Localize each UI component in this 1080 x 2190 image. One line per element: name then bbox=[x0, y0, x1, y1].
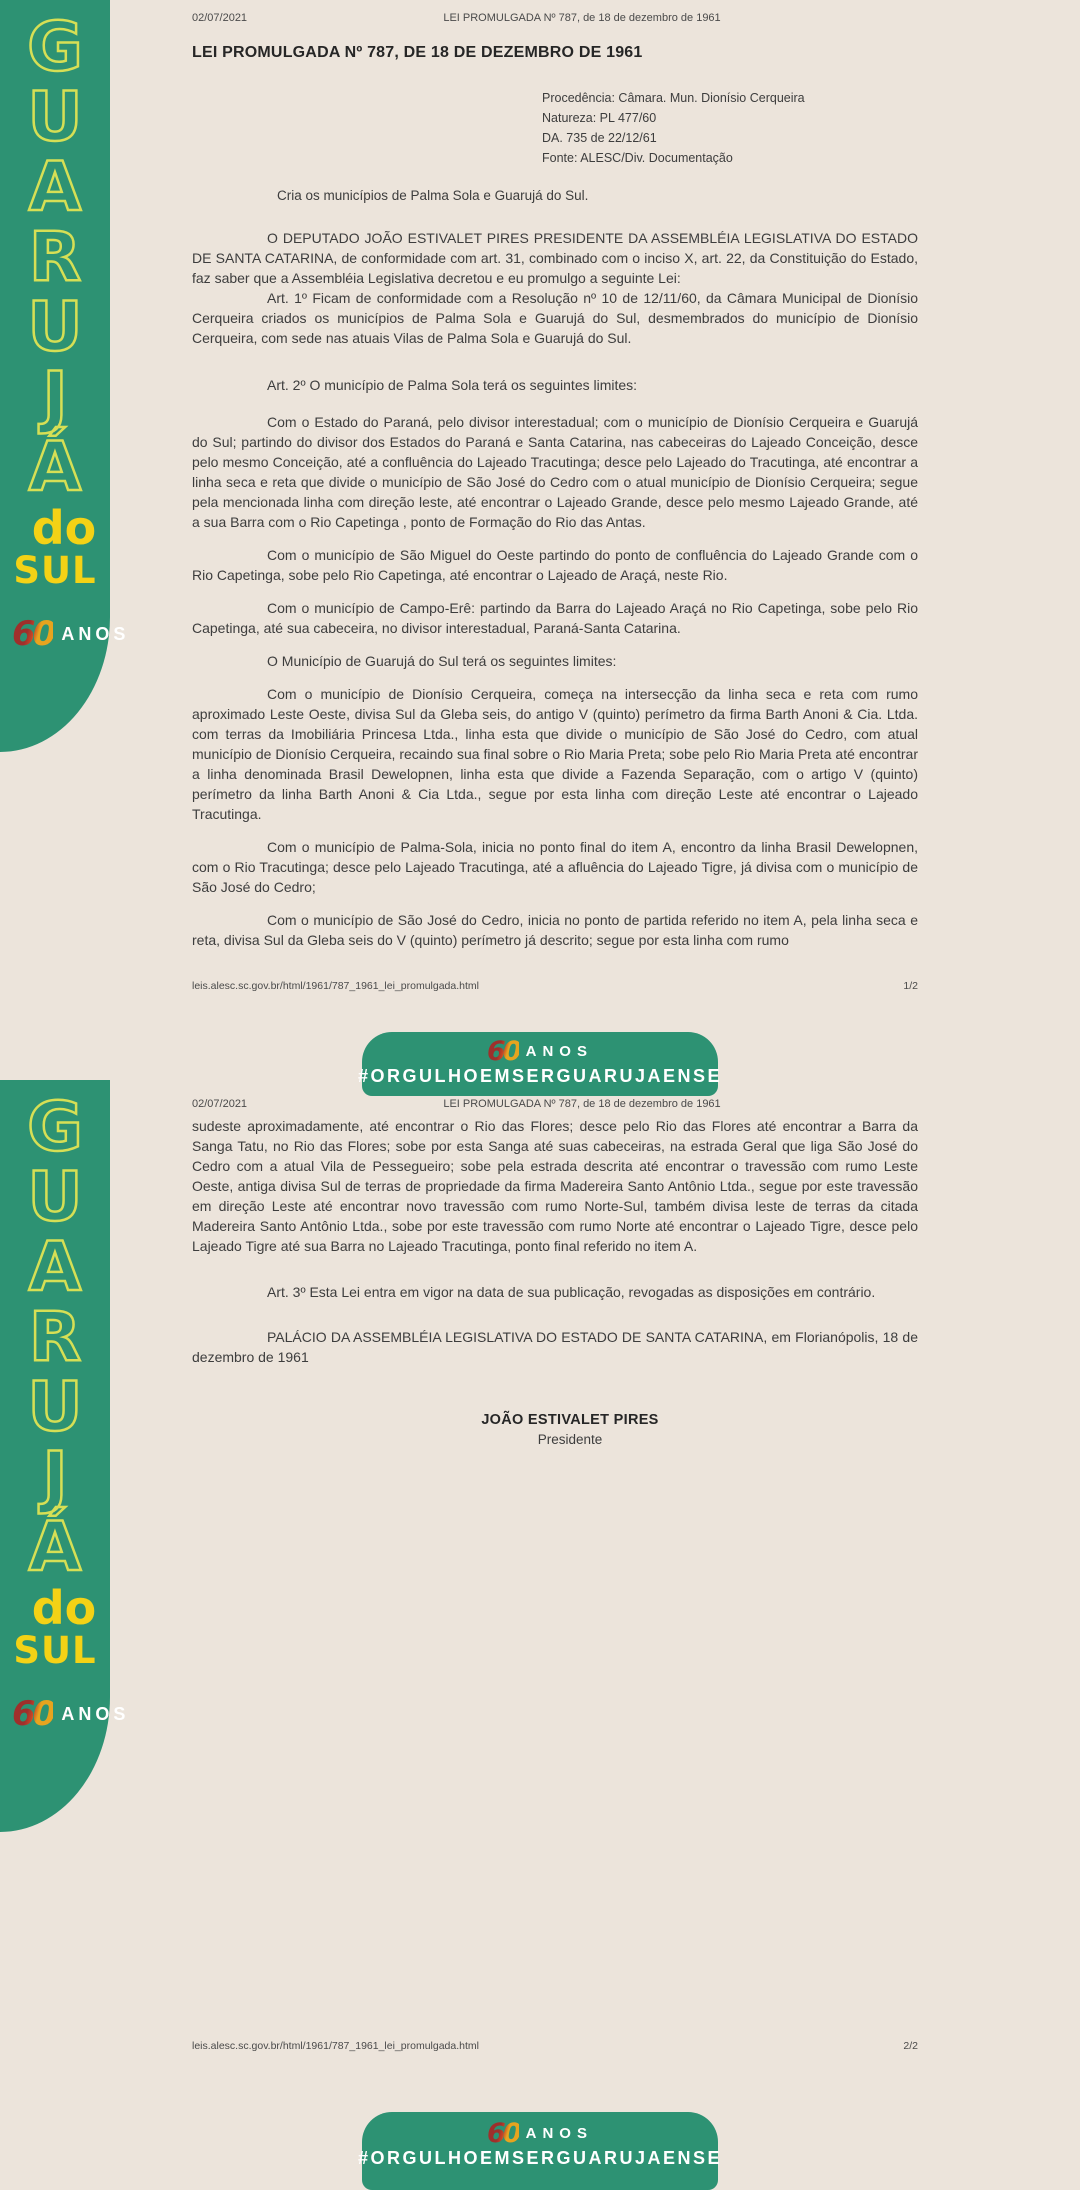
page2-header bbox=[192, 1098, 972, 1110]
sixty-logo: 60 bbox=[12, 614, 54, 654]
signature-block bbox=[192, 1412, 918, 1447]
sixty-anos-logo bbox=[487, 2118, 593, 2149]
sixty-logo: 60 bbox=[487, 2118, 519, 2149]
do-label: do bbox=[31, 1581, 97, 1635]
law-summary: Cria os municípios de Palma Sola e Guarujá do Sul. bbox=[277, 188, 589, 203]
law-paragraph: Art. 1º Ficam de conformidade com a Resolução nº 10 de 12/11/60, da Câmara Municipal de Dionísio Cerqueira criados os municípios de Palma Sola e Guarujá do Sul, desmembrados do município de Dionísio Cerqueira, com sede nas atuais Vilas de Palma Sola e Guarujá do Sul. bbox=[192, 290, 918, 346]
sidebar-letter: A bbox=[28, 1228, 82, 1307]
sixty-anos-logo bbox=[0, 614, 130, 654]
law-paragraph: sudeste aproximadamente, até encontrar o Rio das Flores; desce pelo Rio das Flores até encontrar a Barra da Sanga Tatu, no Rio das Flores; sobe por esta Sanga até suas cabeceiras, na estrada Geral que liga São José do Cedro com a atual Vila de Pessegueiro; sobe pela estrada descrita até encontrar o travessão com rumo Leste Oeste, antiga divisa Sul de terras de propriedade da firma Madereira Santo Antônio Ltda., segue por este travessão em direção Leste até encontrar novo travessão com rumo Norte-Sul, também divisa leste de terras da citada Madereira Santo Antônio Ltda., sobe por este travessão com rumo Norte até encontrar o Lajeado Tigre, desce pelo Lajeado Tigre até sua Barra no Lajeado Tracutinga, ponto final referido no item A. bbox=[192, 1118, 918, 1254]
sidebar-letter: U bbox=[27, 288, 83, 367]
sul-label: SUL bbox=[13, 1629, 97, 1672]
sidebar-letter: R bbox=[28, 218, 82, 297]
law-paragraph: O DEPUTADO JOÃO ESTIVALET PIRES PRESIDENTE DA ASSEMBLÉIA LEGISLATIVA DO ESTADO DE SANTA CATARINA, de conformidade com art. 31, combinado com o inciso X, art. 22, da Constituição do Estado, faz saber que a Assembléia Legislativa decretou e eu promulgo a seguinte Lei: bbox=[192, 230, 918, 286]
header-doc-title: LEI PROMULGADA Nº 787, de 18 de dezembro de 1961 bbox=[443, 1098, 721, 1110]
sidebar-letter: A bbox=[28, 148, 82, 227]
sixty-anos-logo bbox=[487, 1036, 593, 1067]
page1-header bbox=[192, 12, 972, 24]
meta-procedencia: Procedência: Câmara. Mun. Dionísio Cerqueira bbox=[542, 91, 805, 105]
sidebar-band-page2 bbox=[0, 1080, 130, 1832]
law-paragraph: Art. 3º Esta Lei entra em vigor na data de sua publicação, revogadas as disposições em contrário. bbox=[267, 1284, 876, 1300]
sixty-logo: 60 bbox=[487, 1036, 519, 1067]
sidebar-letter: J bbox=[42, 1438, 68, 1517]
sidebar-letter: U bbox=[27, 1158, 83, 1237]
do-label: do bbox=[31, 501, 97, 555]
sixty-anos-logo bbox=[0, 1694, 130, 1734]
law-paragraph: Com o Estado do Paraná, pelo divisor interestadual; com o município de Dionísio Cerqueira e Guarujá do Sul; partindo do divisor dos Estados do Paraná e Santa Catarina, nas cabeceiras do Lajeado Conceição, desce pelo mesmo Conceição, até a confluência do Lajeado Tracutinga; desce pelo Lajeado do Tracutinga, até encontrar a linha seca e reta que divide o município de São José do Cedro com o atual município de Dionísio Cerqueira; segue pela mencionada linha com direção leste, até encontrar o Lajeado Grande, desce pelo mesmo Lajeado Grande, até a sua Barra com o Rio Capetinga , ponto de Formação do Rio das Antas. bbox=[192, 414, 918, 530]
guaruja-vertical-wordmark bbox=[0, 0, 130, 654]
header-doc-title: LEI PROMULGADA Nº 787, de 18 de dezembro de 1961 bbox=[443, 12, 721, 24]
sidebar-band-page1 bbox=[0, 0, 130, 752]
sidebar-letter: Á bbox=[28, 428, 82, 507]
law-paragraph: O Município de Guarujá do Sul terá os seguintes limites: bbox=[267, 653, 617, 669]
hashtag-label: #ORGULHOEMSERGUARUJAENSE bbox=[357, 2148, 723, 2168]
header-date: 02/07/2021 bbox=[192, 1098, 248, 1110]
law-paragraph: Com o município de Palma-Sola, inicia no ponto final do item A, encontro da linha Brasil Dewelopnen, com o Rio Tracutinga; desce pelo Lajeado Tracutinga, até a afluência do Lajeado Tigre, já divisa com o município de São José do Cedro; bbox=[192, 839, 918, 895]
sidebar-letter: U bbox=[27, 78, 83, 157]
sul-label: SUL bbox=[13, 549, 97, 592]
signer-role: Presidente bbox=[537, 1432, 603, 1447]
law-paragraph: Com o município de Campo-Erê: partindo da Barra do Lajeado Araçá no Rio Capetinga, sobe pelo Rio Capetinga, até sua cabeceira, no divisor interestadual, Paraná-Santa Catarina. bbox=[192, 600, 918, 636]
page1-body bbox=[192, 228, 918, 950]
anniversary-banner bbox=[357, 1032, 723, 1096]
meta-fonte: Fonte: ALESC/Div. Documentação bbox=[542, 151, 733, 165]
sidebar-letter: G bbox=[27, 8, 83, 87]
page2-footer bbox=[192, 2040, 918, 2052]
anos-label: ANOS bbox=[525, 1043, 593, 1060]
header-date: 02/07/2021 bbox=[192, 12, 248, 24]
sidebar-letter: J bbox=[42, 358, 68, 437]
anniversary-banner bbox=[357, 2112, 723, 2190]
page2-body bbox=[192, 1116, 918, 1367]
page1-footer bbox=[192, 980, 918, 992]
anos-label: ANOS bbox=[61, 1703, 130, 1724]
law-title: LEI PROMULGADA Nº 787, DE 18 DE DEZEMBRO DE 1961 bbox=[192, 44, 643, 61]
law-paragraph: Com o município de São Miguel do Oeste partindo do ponto de confluência do Lajeado Grande com o Rio Capetinga, sobe pelo Rio Capetinga, até encontrar o Lajeado de Araçá, neste Rio. bbox=[192, 547, 918, 583]
signer-name: JOÃO ESTIVALET PIRES bbox=[481, 1412, 659, 1428]
law-metadata bbox=[542, 88, 805, 168]
anos-label: ANOS bbox=[61, 623, 130, 644]
sidebar-letter: U bbox=[27, 1368, 83, 1447]
anos-label: ANOS bbox=[525, 2125, 593, 2142]
sidebar-letter: G bbox=[27, 1088, 83, 1167]
law-paragraph: PALÁCIO DA ASSEMBLÉIA LEGISLATIVA DO ESTADO DE SANTA CATARINA, em Florianópolis, 18 de dezembro de 1961 bbox=[192, 1329, 918, 1365]
footer-url: leis.alesc.sc.gov.br/html/1961/787_1961_lei_promulgada.html bbox=[192, 980, 479, 992]
sixty-logo: 60 bbox=[12, 1694, 54, 1734]
footer-url: leis.alesc.sc.gov.br/html/1961/787_1961_lei_promulgada.html bbox=[192, 2040, 479, 2052]
footer-page-number: 2/2 bbox=[903, 2040, 918, 2052]
sidebar-letter: Á bbox=[28, 1508, 82, 1587]
guaruja-vertical-wordmark bbox=[0, 1080, 130, 1734]
hashtag-label: #ORGULHOEMSERGUARUJAENSE bbox=[357, 1066, 723, 1086]
meta-da: DA. 735 de 22/12/61 bbox=[542, 131, 657, 145]
law-paragraph: Com o município de Dionísio Cerqueira, começa na intersecção da linha seca e reta com rumo aproximado Leste Oeste, divisa Sul da Gleba seis, do antigo V (quinto) perímetro da firma Barth Anoni & Cia. Ltda. com terras da Imobiliária Princesa Ltda., linha esta que divide o município de São José do Cedro, com atual município de Dionísio Cerqueira, recaindo sua final sobre o Rio Maria Preta; sobe pelo Rio Maria Preta até encontrar a linha denominada Brasil Dewelopnen, linha esta que divide a Fazenda Separação, com o artigo V (quinto) perímetro da linha Barth Anoni & Cia Ltda., segue por esta linha com direção Leste até encontrar o Lajeado Tracutinga. bbox=[192, 686, 918, 822]
law-paragraph: Art. 2º O município de Palma Sola terá os seguintes limites: bbox=[267, 377, 638, 393]
meta-natureza: Natureza: PL 477/60 bbox=[542, 111, 657, 125]
footer-page-number: 1/2 bbox=[903, 980, 918, 992]
law-paragraph: Com o município de São José do Cedro, inicia no ponto de partida referido no item A, pela linha seca e reta, divisa Sul da Gleba seis do V (quinto) perímetro já descrito; segue por esta linha com rumo bbox=[192, 912, 918, 948]
sidebar-letter: R bbox=[28, 1298, 82, 1377]
